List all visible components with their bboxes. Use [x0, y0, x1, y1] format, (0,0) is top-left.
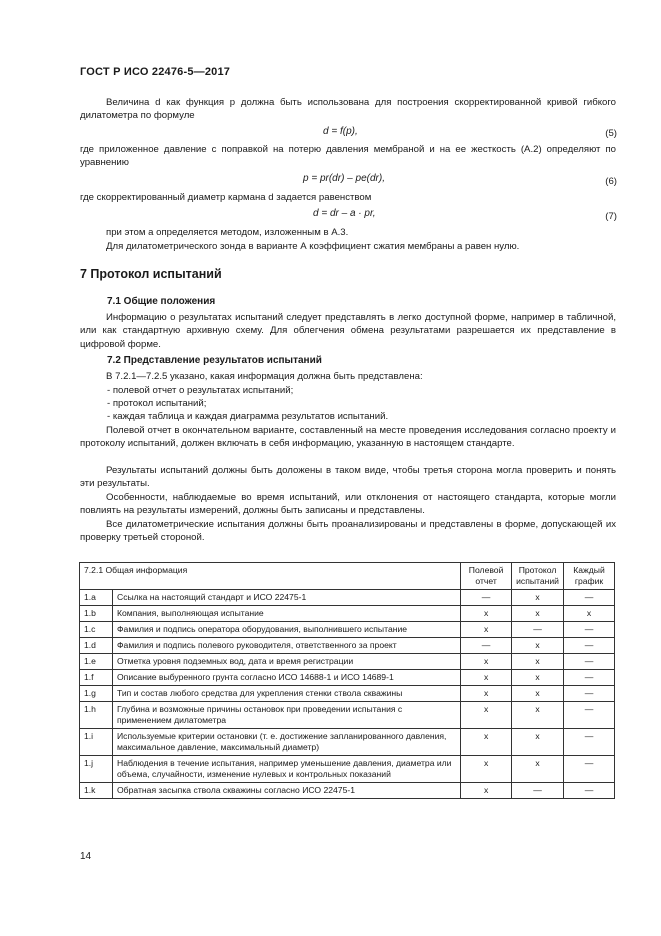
paragraph-field-report: Полевой отчет в окончательном варианте, составленный на месте проведения исследования согласно проекту и протоколу испытаний, должен включать в себя информацию, указанную в настоящем стандарте.	[80, 425, 616, 450]
formula-7-number: (7)	[605, 211, 617, 222]
row-description: Используемые критерии остановки (т. е. достижение запланированного давления, максимальное давление, максимальный диаметр)	[113, 729, 461, 756]
row-number: 1.b	[80, 606, 113, 622]
row-number: 1.h	[80, 702, 113, 729]
table-row	[80, 756, 615, 783]
row-mark: x	[512, 654, 564, 670]
row-mark: x	[512, 756, 564, 783]
row-mark: x	[461, 783, 512, 799]
row-number: 1.f	[80, 670, 113, 686]
row-mark: x	[512, 606, 564, 622]
table-row	[80, 606, 615, 622]
row-description: Тип и состав любого средства для укрепления стенки ствола скважины	[113, 686, 461, 702]
row-mark: x	[461, 702, 512, 729]
row-mark: x	[461, 686, 512, 702]
row-mark: x	[461, 622, 512, 638]
formula-5-number: (5)	[605, 128, 617, 139]
row-mark: x	[512, 686, 564, 702]
row-mark: —	[512, 783, 564, 799]
table-row	[80, 686, 615, 702]
row-mark: —	[564, 590, 615, 606]
row-mark: —	[564, 622, 615, 638]
paragraph-a-method: при этом a определяется методом, изложенным в А.3.	[106, 227, 349, 238]
row-number: 1.i	[80, 729, 113, 756]
table-row	[80, 702, 615, 729]
table-row	[80, 670, 615, 686]
row-mark: —	[461, 590, 512, 606]
row-mark: —	[564, 702, 615, 729]
paragraph-pressure: где приложенное давление с поправкой на потерю давления мембраной и на ее жесткость (А.2) определяют по уравнению	[80, 144, 616, 169]
table-row	[80, 783, 615, 799]
table-header-field-report: Полевой отчет	[461, 563, 512, 590]
row-mark: x	[512, 670, 564, 686]
document-header: ГОСТ Р ИСО 22476-5—2017	[80, 66, 231, 78]
row-description: Обратная засыпка ствола скважины согласно ИСО 22475-1	[113, 783, 461, 799]
row-number: 1.d	[80, 638, 113, 654]
row-mark: x	[461, 670, 512, 686]
row-mark: x	[564, 606, 615, 622]
row-number: 1.j	[80, 756, 113, 783]
table-row	[80, 622, 615, 638]
paragraph-formula-intro: Величина d как функция p должна быть использована для построения скорректированной кривой гибкого дилатометра по формуле	[80, 97, 616, 122]
table-header-each-graph: Каждый график	[564, 563, 615, 590]
row-number: 1.c	[80, 622, 113, 638]
row-mark: x	[461, 756, 512, 783]
row-mark: x	[461, 729, 512, 756]
list-item: - полевой отчет о результатах испытаний;	[107, 385, 294, 396]
row-mark: —	[564, 638, 615, 654]
row-mark: —	[564, 729, 615, 756]
row-description: Ссылка на настоящий стандарт и ИСО 22475-1	[113, 590, 461, 606]
row-description: Фамилия и подпись оператора оборудования, выполнившего испытание	[113, 622, 461, 638]
row-mark: x	[461, 654, 512, 670]
table-row	[80, 654, 615, 670]
paragraph-diameter: где скорректированный диаметр кармана d задается равенством	[80, 192, 372, 203]
row-mark: —	[564, 756, 615, 783]
row-mark: —	[564, 686, 615, 702]
section-7-2-title: 7.2 Представление результатов испытаний	[107, 355, 322, 366]
table-row	[80, 638, 615, 654]
row-number: 1.g	[80, 686, 113, 702]
list-item: - протокол испытаний;	[107, 398, 207, 409]
section-7-1-title: 7.1 Общие положения	[107, 296, 216, 307]
row-mark: —	[564, 654, 615, 670]
row-mark: x	[512, 729, 564, 756]
row-number: 1.a	[80, 590, 113, 606]
row-number: 1.e	[80, 654, 113, 670]
formula-6: p = pr(dr) – pe(dr),	[303, 173, 385, 184]
row-description: Фамилия и подпись полевого руководителя, ответственного за проект	[113, 638, 461, 654]
paragraph-analysis: Все дилатометрические испытания должны быть проанализированы и представлены в форме, допускающей их проверку третьей стороной.	[80, 519, 616, 544]
paragraph-third-party: Результаты испытаний должны быть доложены в таком виде, чтобы третья сторона могла проверить и понять эти результаты.	[80, 465, 616, 490]
paragraph-probe-a: Для дилатометрического зонда в варианте А коэффициент сжатия мембраны a равен нулю.	[106, 241, 520, 252]
row-description: Отметка уровня подземных вод, дата и время регистрации	[113, 654, 461, 670]
table-header-row	[80, 563, 615, 590]
row-mark: —	[564, 783, 615, 799]
row-mark: x	[512, 590, 564, 606]
paragraph-deviations: Особенности, наблюдаемые во время испытаний, или отклонения от настоящего стандарта, которые могли повлиять на результаты измерений, должны быть записаны и представлены.	[80, 492, 616, 517]
table-row	[80, 729, 615, 756]
row-mark: x	[461, 606, 512, 622]
row-description: Компания, выполняющая испытание	[113, 606, 461, 622]
row-mark: —	[461, 638, 512, 654]
formula-7: d = dr – a · pr,	[313, 208, 376, 219]
row-mark: x	[512, 638, 564, 654]
row-mark: —	[512, 622, 564, 638]
row-number: 1.k	[80, 783, 113, 799]
list-item: - каждая таблица и каждая диаграмма результатов испытаний.	[107, 411, 389, 422]
section-7-2-intro: В 7.2.1—7.2.5 указано, какая информация должна быть представлена:	[106, 371, 423, 382]
general-info-table	[79, 562, 615, 799]
formula-5: d = f(p),	[323, 126, 358, 137]
page-number: 14	[80, 851, 92, 862]
row-mark: x	[512, 702, 564, 729]
section-7-1-text: Информацию о результатах испытаний следует представлять в легко доступной форме, например в табличной, или как стандартную архивную схему. Для облегчения обмена результатами разрешается их представление в цифровой форме.	[80, 312, 616, 350]
table-header-title: 7.2.1 Общая информация	[80, 563, 461, 590]
row-description: Глубина и возможные причины остановок при проведении испытания с применением дилатометра	[113, 702, 461, 729]
row-description: Описание выбуренного грунта согласно ИСО 14688-1 и ИСО 14689-1	[113, 670, 461, 686]
section-7-title: 7 Протокол испытаний	[80, 267, 222, 281]
table-row	[80, 590, 615, 606]
table-header-protocol: Протокол испытаний	[512, 563, 564, 590]
row-mark: —	[564, 670, 615, 686]
row-description: Наблюдения в течение испытания, например уменьшение давления, диаметра или объема, случайности, изменение нулевых и контрольных показаний	[113, 756, 461, 783]
formula-6-number: (6)	[605, 176, 617, 187]
